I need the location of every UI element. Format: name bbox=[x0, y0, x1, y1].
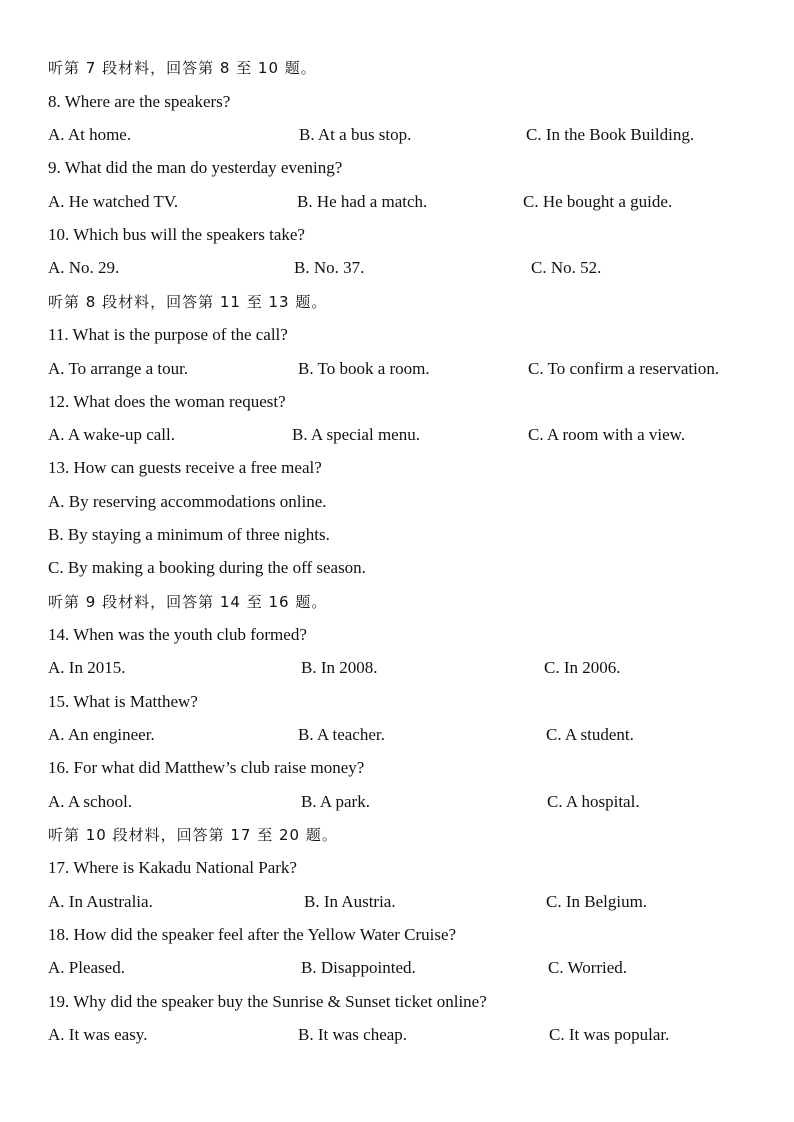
option-b: B. In Austria. bbox=[304, 892, 396, 911]
question-text: 19. Why did the speaker buy the Sunrise & Sunset ticket online? bbox=[48, 992, 487, 1011]
option-a: A. He watched TV. bbox=[48, 192, 179, 211]
question-text: 8. Where are the speakers? bbox=[48, 92, 231, 111]
option-b: B. Disappointed. bbox=[301, 958, 416, 977]
option-a: A. In 2015. bbox=[48, 658, 126, 677]
option-a: A. At home. bbox=[48, 125, 132, 144]
option-b: B. To book a room. bbox=[298, 359, 430, 378]
option-a: A. In Australia. bbox=[48, 892, 153, 911]
option-b: B. In 2008. bbox=[301, 658, 378, 677]
option-a: A. A school. bbox=[48, 792, 133, 811]
option-a: A. Pleased. bbox=[48, 958, 125, 977]
question-text: 13. How can guests receive a free meal? bbox=[48, 458, 322, 477]
option-a: A. By reserving accommodations online. bbox=[48, 492, 327, 511]
section-heading: 听第 9 段材料，回答第 14 至 16 题。 bbox=[48, 593, 328, 611]
question-text: 9. What did the man do yesterday evening? bbox=[48, 158, 343, 177]
option-b: B. It was cheap. bbox=[298, 1025, 408, 1044]
option-c: C. Worried. bbox=[548, 958, 628, 977]
section-heading: 听第 7 段材料，回答第 8 至 10 题。 bbox=[48, 59, 317, 77]
option-a: A. A wake-up call. bbox=[48, 425, 175, 444]
option-b: B. A special menu. bbox=[292, 425, 420, 444]
option-c: C. In 2006. bbox=[544, 658, 621, 677]
option-c: C. In the Book Building. bbox=[526, 125, 695, 144]
option-c: C. No. 52. bbox=[531, 258, 602, 277]
option-b: B. By staying a minimum of three nights. bbox=[48, 525, 330, 544]
section-heading: 听第 10 段材料，回答第 17 至 20 题。 bbox=[48, 826, 338, 844]
option-b: B. A park. bbox=[301, 792, 370, 811]
option-c: C. A room with a view. bbox=[528, 425, 686, 444]
option-a: A. No. 29. bbox=[48, 258, 120, 277]
option-b: B. He had a match. bbox=[297, 192, 428, 211]
question-text: 14. When was the youth club formed? bbox=[48, 625, 307, 644]
option-b: B. At a bus stop. bbox=[299, 125, 412, 144]
section-heading: 听第 8 段材料，回答第 11 至 13 题。 bbox=[48, 293, 328, 311]
option-a: A. It was easy. bbox=[48, 1025, 148, 1044]
question-text: 17. Where is Kakadu National Park? bbox=[48, 858, 297, 877]
question-text: 16. For what did Matthew’s club raise money? bbox=[48, 758, 365, 777]
option-b: B. No. 37. bbox=[294, 258, 365, 277]
option-c: C. To confirm a reservation. bbox=[528, 359, 720, 378]
question-text: 15. What is Matthew? bbox=[48, 692, 198, 711]
option-a: A. To arrange a tour. bbox=[48, 359, 189, 378]
option-c: C. A hospital. bbox=[547, 792, 640, 811]
option-a: A. An engineer. bbox=[48, 725, 155, 744]
question-text: 10. Which bus will the speakers take? bbox=[48, 225, 305, 244]
question-text: 11. What is the purpose of the call? bbox=[48, 325, 288, 344]
option-c: C. A student. bbox=[546, 725, 634, 744]
option-c: C. In Belgium. bbox=[546, 892, 648, 911]
option-c: C. He bought a guide. bbox=[523, 192, 673, 211]
question-text: 12. What does the woman request? bbox=[48, 392, 286, 411]
option-c: C. It was popular. bbox=[549, 1025, 670, 1044]
option-b: B. A teacher. bbox=[298, 725, 385, 744]
question-text: 18. How did the speaker feel after the Yellow Water Cruise? bbox=[48, 925, 457, 944]
option-c: C. By making a booking during the off season. bbox=[48, 558, 366, 577]
